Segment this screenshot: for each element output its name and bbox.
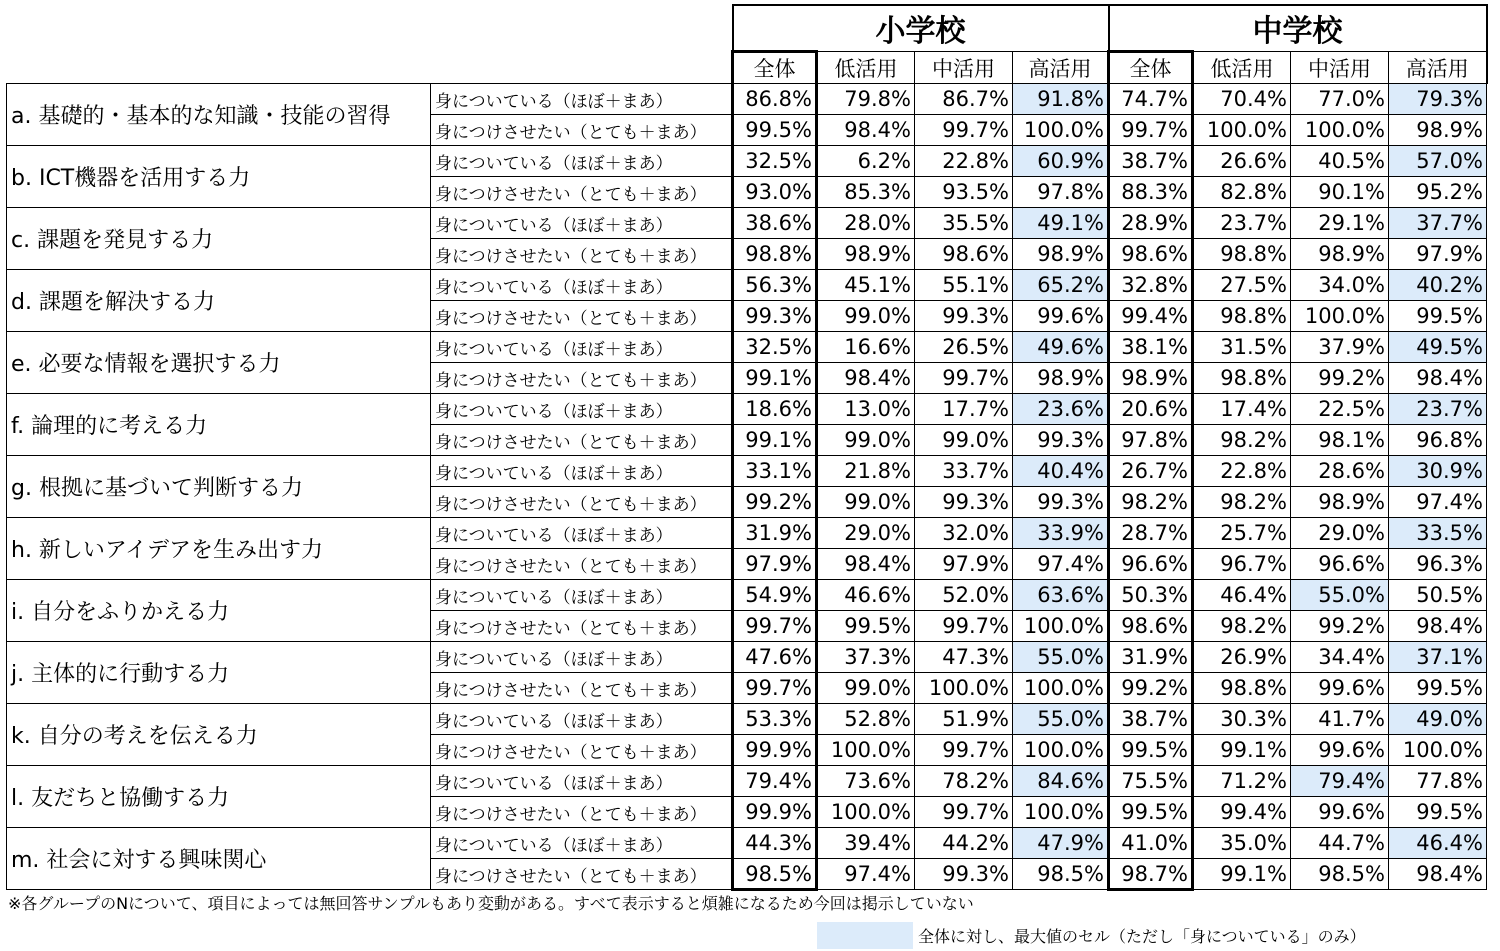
table-row: [7, 394, 1487, 425]
value-cell: 37.9%: [1291, 332, 1389, 363]
value-cell: 98.4%: [817, 115, 915, 146]
item-label: h. 新しいアイデアを生み出す力: [7, 518, 431, 580]
value-cell: 18.6%: [733, 394, 817, 425]
value-cell: 99.3%: [915, 301, 1013, 332]
value-cell: 85.3%: [817, 177, 915, 208]
value-cell: 82.8%: [1193, 177, 1291, 208]
value-cell: 20.6%: [1109, 394, 1193, 425]
value-cell: 99.7%: [915, 797, 1013, 828]
value-cell: 79.4%: [1291, 766, 1389, 797]
value-cell: 97.4%: [1013, 549, 1109, 580]
value-cell: 99.3%: [1013, 425, 1109, 456]
column-header: 中活用: [915, 52, 1013, 84]
value-cell: 98.8%: [1193, 239, 1291, 270]
value-cell: 99.1%: [733, 425, 817, 456]
want-label: 身につけさせたい（とても＋まあ）: [431, 363, 733, 394]
value-cell: 55.0%: [1013, 704, 1109, 735]
value-cell: 99.6%: [1291, 673, 1389, 704]
legend-text: 全体に対し、最大値のセル（ただし「身についている」のみ）: [918, 927, 1366, 946]
value-cell: 98.9%: [817, 239, 915, 270]
value-cell: 99.2%: [1109, 673, 1193, 704]
value-cell: 100.0%: [1013, 673, 1109, 704]
elementary-school-header: 小学校: [733, 5, 1109, 52]
value-cell: 34.0%: [1291, 270, 1389, 301]
table-row: [7, 456, 1487, 487]
table-row: [7, 84, 1487, 115]
want-label: 身につけさせたい（とても＋まあ）: [431, 301, 733, 332]
value-cell: 99.6%: [1291, 797, 1389, 828]
value-cell: 98.8%: [733, 239, 817, 270]
results-table: [6, 4, 1488, 891]
item-label: c. 課題を発見する力: [7, 208, 431, 270]
have-label: 身についている（ほぼ＋まあ）: [431, 766, 733, 797]
value-cell: 6.2%: [817, 146, 915, 177]
value-cell: 98.8%: [1193, 363, 1291, 394]
value-cell: 46.4%: [1389, 828, 1487, 859]
column-header: 全体: [1109, 52, 1193, 84]
value-cell: 27.5%: [1193, 270, 1291, 301]
have-label: 身についている（ほぼ＋まあ）: [431, 270, 733, 301]
value-cell: 47.9%: [1013, 828, 1109, 859]
value-cell: 93.0%: [733, 177, 817, 208]
value-cell: 32.5%: [733, 146, 817, 177]
value-cell: 100.0%: [1013, 797, 1109, 828]
value-cell: 26.6%: [1193, 146, 1291, 177]
value-cell: 99.3%: [1013, 487, 1109, 518]
value-cell: 46.4%: [1193, 580, 1291, 611]
value-cell: 86.7%: [915, 84, 1013, 115]
value-cell: 17.7%: [915, 394, 1013, 425]
value-cell: 100.0%: [1013, 735, 1109, 766]
footnote: ※各グループのNについて、項目によっては無回答サンプルもあり変動がある。すべて表示すると煩雑になるため今回は掲示していない: [8, 894, 974, 913]
value-cell: 99.4%: [1109, 301, 1193, 332]
value-cell: 26.7%: [1109, 456, 1193, 487]
value-cell: 98.9%: [1013, 239, 1109, 270]
value-cell: 98.2%: [1193, 487, 1291, 518]
value-cell: 100.0%: [1013, 115, 1109, 146]
value-cell: 23.6%: [1013, 394, 1109, 425]
value-cell: 51.9%: [915, 704, 1013, 735]
value-cell: 96.3%: [1389, 549, 1487, 580]
value-cell: 96.8%: [1389, 425, 1487, 456]
value-cell: 52.0%: [915, 580, 1013, 611]
want-label: 身につけさせたい（とても＋まあ）: [431, 673, 733, 704]
value-cell: 54.9%: [733, 580, 817, 611]
have-label: 身についている（ほぼ＋まあ）: [431, 828, 733, 859]
value-cell: 21.8%: [817, 456, 915, 487]
item-label: b. ICT機器を活用する力: [7, 146, 431, 208]
value-cell: 35.0%: [1193, 828, 1291, 859]
value-cell: 98.4%: [817, 363, 915, 394]
table-body: [7, 84, 1487, 890]
value-cell: 33.1%: [733, 456, 817, 487]
item-label: l. 友だちと協働する力: [7, 766, 431, 828]
legend-swatch: [817, 922, 913, 949]
item-label: f. 論理的に考える力: [7, 394, 431, 456]
value-cell: 55.1%: [915, 270, 1013, 301]
value-cell: 56.3%: [733, 270, 817, 301]
value-cell: 71.2%: [1193, 766, 1291, 797]
value-cell: 99.0%: [817, 425, 915, 456]
value-cell: 22.8%: [1193, 456, 1291, 487]
want-label: 身につけさせたい（とても＋まあ）: [431, 115, 733, 146]
value-cell: 50.5%: [1389, 580, 1487, 611]
value-cell: 45.1%: [817, 270, 915, 301]
value-cell: 28.6%: [1291, 456, 1389, 487]
value-cell: 99.7%: [915, 363, 1013, 394]
value-cell: 38.6%: [733, 208, 817, 239]
value-cell: 98.7%: [1109, 859, 1193, 890]
have-label: 身についている（ほぼ＋まあ）: [431, 518, 733, 549]
have-label: 身についている（ほぼ＋まあ）: [431, 84, 733, 115]
value-cell: 98.8%: [1193, 301, 1291, 332]
value-cell: 99.0%: [915, 425, 1013, 456]
value-cell: 35.5%: [915, 208, 1013, 239]
table-row: [7, 828, 1487, 859]
value-cell: 78.2%: [915, 766, 1013, 797]
value-cell: 60.9%: [1013, 146, 1109, 177]
have-label: 身についている（ほぼ＋まあ）: [431, 642, 733, 673]
table-row: [7, 642, 1487, 673]
value-cell: 50.3%: [1109, 580, 1193, 611]
value-cell: 99.7%: [733, 611, 817, 642]
value-cell: 100.0%: [817, 797, 915, 828]
value-cell: 100.0%: [1013, 611, 1109, 642]
value-cell: 99.2%: [733, 487, 817, 518]
value-cell: 98.9%: [1291, 239, 1389, 270]
value-cell: 96.6%: [1291, 549, 1389, 580]
value-cell: 97.8%: [1109, 425, 1193, 456]
value-cell: 86.8%: [733, 84, 817, 115]
value-cell: 33.7%: [915, 456, 1013, 487]
value-cell: 90.1%: [1291, 177, 1389, 208]
column-header: 低活用: [817, 52, 915, 84]
value-cell: 99.1%: [1193, 735, 1291, 766]
value-cell: 79.8%: [817, 84, 915, 115]
value-cell: 74.7%: [1109, 84, 1193, 115]
value-cell: 99.5%: [1389, 797, 1487, 828]
value-cell: 77.0%: [1291, 84, 1389, 115]
value-cell: 99.1%: [1193, 859, 1291, 890]
value-cell: 29.1%: [1291, 208, 1389, 239]
want-label: 身につけさせたい（とても＋まあ）: [431, 859, 733, 890]
value-cell: 65.2%: [1013, 270, 1109, 301]
item-label: j. 主体的に行動する力: [7, 642, 431, 704]
value-cell: 32.0%: [915, 518, 1013, 549]
value-cell: 29.0%: [817, 518, 915, 549]
value-cell: 37.7%: [1389, 208, 1487, 239]
value-cell: 75.5%: [1109, 766, 1193, 797]
value-cell: 100.0%: [915, 673, 1013, 704]
value-cell: 96.6%: [1109, 549, 1193, 580]
value-cell: 99.5%: [1109, 735, 1193, 766]
value-cell: 98.8%: [1193, 673, 1291, 704]
value-cell: 49.0%: [1389, 704, 1487, 735]
value-cell: 55.0%: [1291, 580, 1389, 611]
value-cell: 97.8%: [1013, 177, 1109, 208]
item-label: k. 自分の考えを伝える力: [7, 704, 431, 766]
value-cell: 38.1%: [1109, 332, 1193, 363]
value-cell: 99.5%: [817, 611, 915, 642]
value-cell: 98.4%: [1389, 363, 1487, 394]
value-cell: 97.4%: [1389, 487, 1487, 518]
value-cell: 47.3%: [915, 642, 1013, 673]
value-cell: 33.5%: [1389, 518, 1487, 549]
value-cell: 99.7%: [915, 735, 1013, 766]
table-row: [7, 766, 1487, 797]
value-cell: 23.7%: [1193, 208, 1291, 239]
value-cell: 98.4%: [1389, 611, 1487, 642]
value-cell: 97.9%: [915, 549, 1013, 580]
value-cell: 70.4%: [1193, 84, 1291, 115]
want-label: 身につけさせたい（とても＋まあ）: [431, 177, 733, 208]
value-cell: 100.0%: [1291, 301, 1389, 332]
item-label: a. 基礎的・基本的な知識・技能の習得: [7, 84, 431, 146]
value-cell: 99.9%: [733, 797, 817, 828]
value-cell: 25.7%: [1193, 518, 1291, 549]
value-cell: 49.5%: [1389, 332, 1487, 363]
value-cell: 97.9%: [1389, 239, 1487, 270]
value-cell: 99.4%: [1193, 797, 1291, 828]
value-cell: 97.9%: [733, 549, 817, 580]
item-label: g. 根拠に基づいて判断する力: [7, 456, 431, 518]
value-cell: 98.5%: [1013, 859, 1109, 890]
value-cell: 99.7%: [1109, 115, 1193, 146]
value-cell: 99.7%: [915, 115, 1013, 146]
value-cell: 23.7%: [1389, 394, 1487, 425]
value-cell: 49.1%: [1013, 208, 1109, 239]
value-cell: 79.3%: [1389, 84, 1487, 115]
value-cell: 28.0%: [817, 208, 915, 239]
value-cell: 100.0%: [1193, 115, 1291, 146]
value-cell: 49.6%: [1013, 332, 1109, 363]
value-cell: 52.8%: [817, 704, 915, 735]
value-cell: 31.9%: [1109, 642, 1193, 673]
value-cell: 55.0%: [1013, 642, 1109, 673]
value-cell: 31.5%: [1193, 332, 1291, 363]
value-cell: 84.6%: [1013, 766, 1109, 797]
value-cell: 98.5%: [733, 859, 817, 890]
item-label: d. 課題を解決する力: [7, 270, 431, 332]
value-cell: 98.6%: [1109, 611, 1193, 642]
value-cell: 98.5%: [1291, 859, 1389, 890]
value-cell: 99.6%: [1291, 735, 1389, 766]
item-label: e. 必要な情報を選択する力: [7, 332, 431, 394]
table-row: [7, 146, 1487, 177]
value-cell: 100.0%: [817, 735, 915, 766]
value-cell: 99.5%: [1389, 673, 1487, 704]
value-cell: 17.4%: [1193, 394, 1291, 425]
have-label: 身についている（ほぼ＋まあ）: [431, 580, 733, 611]
table-row: [7, 270, 1487, 301]
want-label: 身につけさせたい（とても＋まあ）: [431, 797, 733, 828]
value-cell: 28.9%: [1109, 208, 1193, 239]
value-cell: 99.5%: [1389, 301, 1487, 332]
have-label: 身についている（ほぼ＋まあ）: [431, 456, 733, 487]
value-cell: 98.9%: [1013, 363, 1109, 394]
value-cell: 41.7%: [1291, 704, 1389, 735]
table-row: [7, 580, 1487, 611]
value-cell: 26.9%: [1193, 642, 1291, 673]
value-cell: 99.2%: [1291, 363, 1389, 394]
value-cell: 34.4%: [1291, 642, 1389, 673]
column-header: 高活用: [1389, 52, 1487, 84]
value-cell: 38.7%: [1109, 146, 1193, 177]
value-cell: 99.6%: [1013, 301, 1109, 332]
column-header: 高活用: [1013, 52, 1109, 84]
table-row: [7, 208, 1487, 239]
value-cell: 99.3%: [915, 487, 1013, 518]
value-cell: 38.7%: [1109, 704, 1193, 735]
have-label: 身についている（ほぼ＋まあ）: [431, 332, 733, 363]
value-cell: 91.8%: [1013, 84, 1109, 115]
value-cell: 98.9%: [1109, 363, 1193, 394]
value-cell: 40.5%: [1291, 146, 1389, 177]
value-cell: 99.3%: [915, 859, 1013, 890]
table-row: [7, 518, 1487, 549]
junior-high-school-header: 中学校: [1109, 5, 1487, 52]
value-cell: 99.2%: [1291, 611, 1389, 642]
want-label: 身につけさせたい（とても＋まあ）: [431, 487, 733, 518]
value-cell: 98.2%: [1193, 611, 1291, 642]
value-cell: 77.8%: [1389, 766, 1487, 797]
value-cell: 26.5%: [915, 332, 1013, 363]
value-cell: 46.6%: [817, 580, 915, 611]
value-cell: 98.2%: [1109, 487, 1193, 518]
value-cell: 99.0%: [817, 673, 915, 704]
value-cell: 32.5%: [733, 332, 817, 363]
value-cell: 99.3%: [733, 301, 817, 332]
value-cell: 29.0%: [1291, 518, 1389, 549]
value-cell: 88.3%: [1109, 177, 1193, 208]
column-header: 低活用: [1193, 52, 1291, 84]
want-label: 身につけさせたい（とても＋まあ）: [431, 735, 733, 766]
value-cell: 79.4%: [733, 766, 817, 797]
table-row: [7, 332, 1487, 363]
value-cell: 44.3%: [733, 828, 817, 859]
have-label: 身についている（ほぼ＋まあ）: [431, 394, 733, 425]
value-cell: 93.5%: [915, 177, 1013, 208]
value-cell: 98.6%: [1109, 239, 1193, 270]
value-cell: 30.9%: [1389, 456, 1487, 487]
value-cell: 13.0%: [817, 394, 915, 425]
have-label: 身についている（ほぼ＋まあ）: [431, 146, 733, 177]
want-label: 身につけさせたい（とても＋まあ）: [431, 549, 733, 580]
value-cell: 99.0%: [817, 487, 915, 518]
value-cell: 98.4%: [1389, 859, 1487, 890]
value-cell: 96.7%: [1193, 549, 1291, 580]
item-label: i. 自分をふりかえる力: [7, 580, 431, 642]
value-cell: 31.9%: [733, 518, 817, 549]
value-cell: 99.9%: [733, 735, 817, 766]
value-cell: 40.2%: [1389, 270, 1487, 301]
value-cell: 98.9%: [1389, 115, 1487, 146]
item-label: m. 社会に対する興味関心: [7, 828, 431, 890]
column-header: 全体: [733, 52, 817, 84]
value-cell: 99.0%: [817, 301, 915, 332]
value-cell: 98.2%: [1193, 425, 1291, 456]
column-header: 中活用: [1291, 52, 1389, 84]
value-cell: 100.0%: [1389, 735, 1487, 766]
value-cell: 98.6%: [915, 239, 1013, 270]
have-label: 身についている（ほぼ＋まあ）: [431, 208, 733, 239]
value-cell: 63.6%: [1013, 580, 1109, 611]
value-cell: 30.3%: [1193, 704, 1291, 735]
value-cell: 44.7%: [1291, 828, 1389, 859]
value-cell: 98.4%: [817, 549, 915, 580]
value-cell: 40.4%: [1013, 456, 1109, 487]
value-cell: 37.3%: [817, 642, 915, 673]
value-cell: 98.1%: [1291, 425, 1389, 456]
value-cell: 99.7%: [733, 673, 817, 704]
want-label: 身につけさせたい（とても＋まあ）: [431, 239, 733, 270]
want-label: 身につけさせたい（とても＋まあ）: [431, 611, 733, 642]
value-cell: 28.7%: [1109, 518, 1193, 549]
value-cell: 41.0%: [1109, 828, 1193, 859]
value-cell: 33.9%: [1013, 518, 1109, 549]
value-cell: 97.4%: [817, 859, 915, 890]
value-cell: 99.7%: [915, 611, 1013, 642]
value-cell: 32.8%: [1109, 270, 1193, 301]
have-label: 身についている（ほぼ＋まあ）: [431, 704, 733, 735]
value-cell: 99.1%: [733, 363, 817, 394]
want-label: 身につけさせたい（とても＋まあ）: [431, 425, 733, 456]
value-cell: 39.4%: [817, 828, 915, 859]
value-cell: 37.1%: [1389, 642, 1487, 673]
value-cell: 16.6%: [817, 332, 915, 363]
value-cell: 98.9%: [1291, 487, 1389, 518]
value-cell: 22.5%: [1291, 394, 1389, 425]
value-cell: 22.8%: [915, 146, 1013, 177]
value-cell: 57.0%: [1389, 146, 1487, 177]
value-cell: 100.0%: [1291, 115, 1389, 146]
value-cell: 99.5%: [1109, 797, 1193, 828]
header-blank: [7, 5, 733, 84]
value-cell: 44.2%: [915, 828, 1013, 859]
table-row: [7, 704, 1487, 735]
value-cell: 99.5%: [733, 115, 817, 146]
value-cell: 95.2%: [1389, 177, 1487, 208]
value-cell: 53.3%: [733, 704, 817, 735]
value-cell: 73.6%: [817, 766, 915, 797]
value-cell: 47.6%: [733, 642, 817, 673]
